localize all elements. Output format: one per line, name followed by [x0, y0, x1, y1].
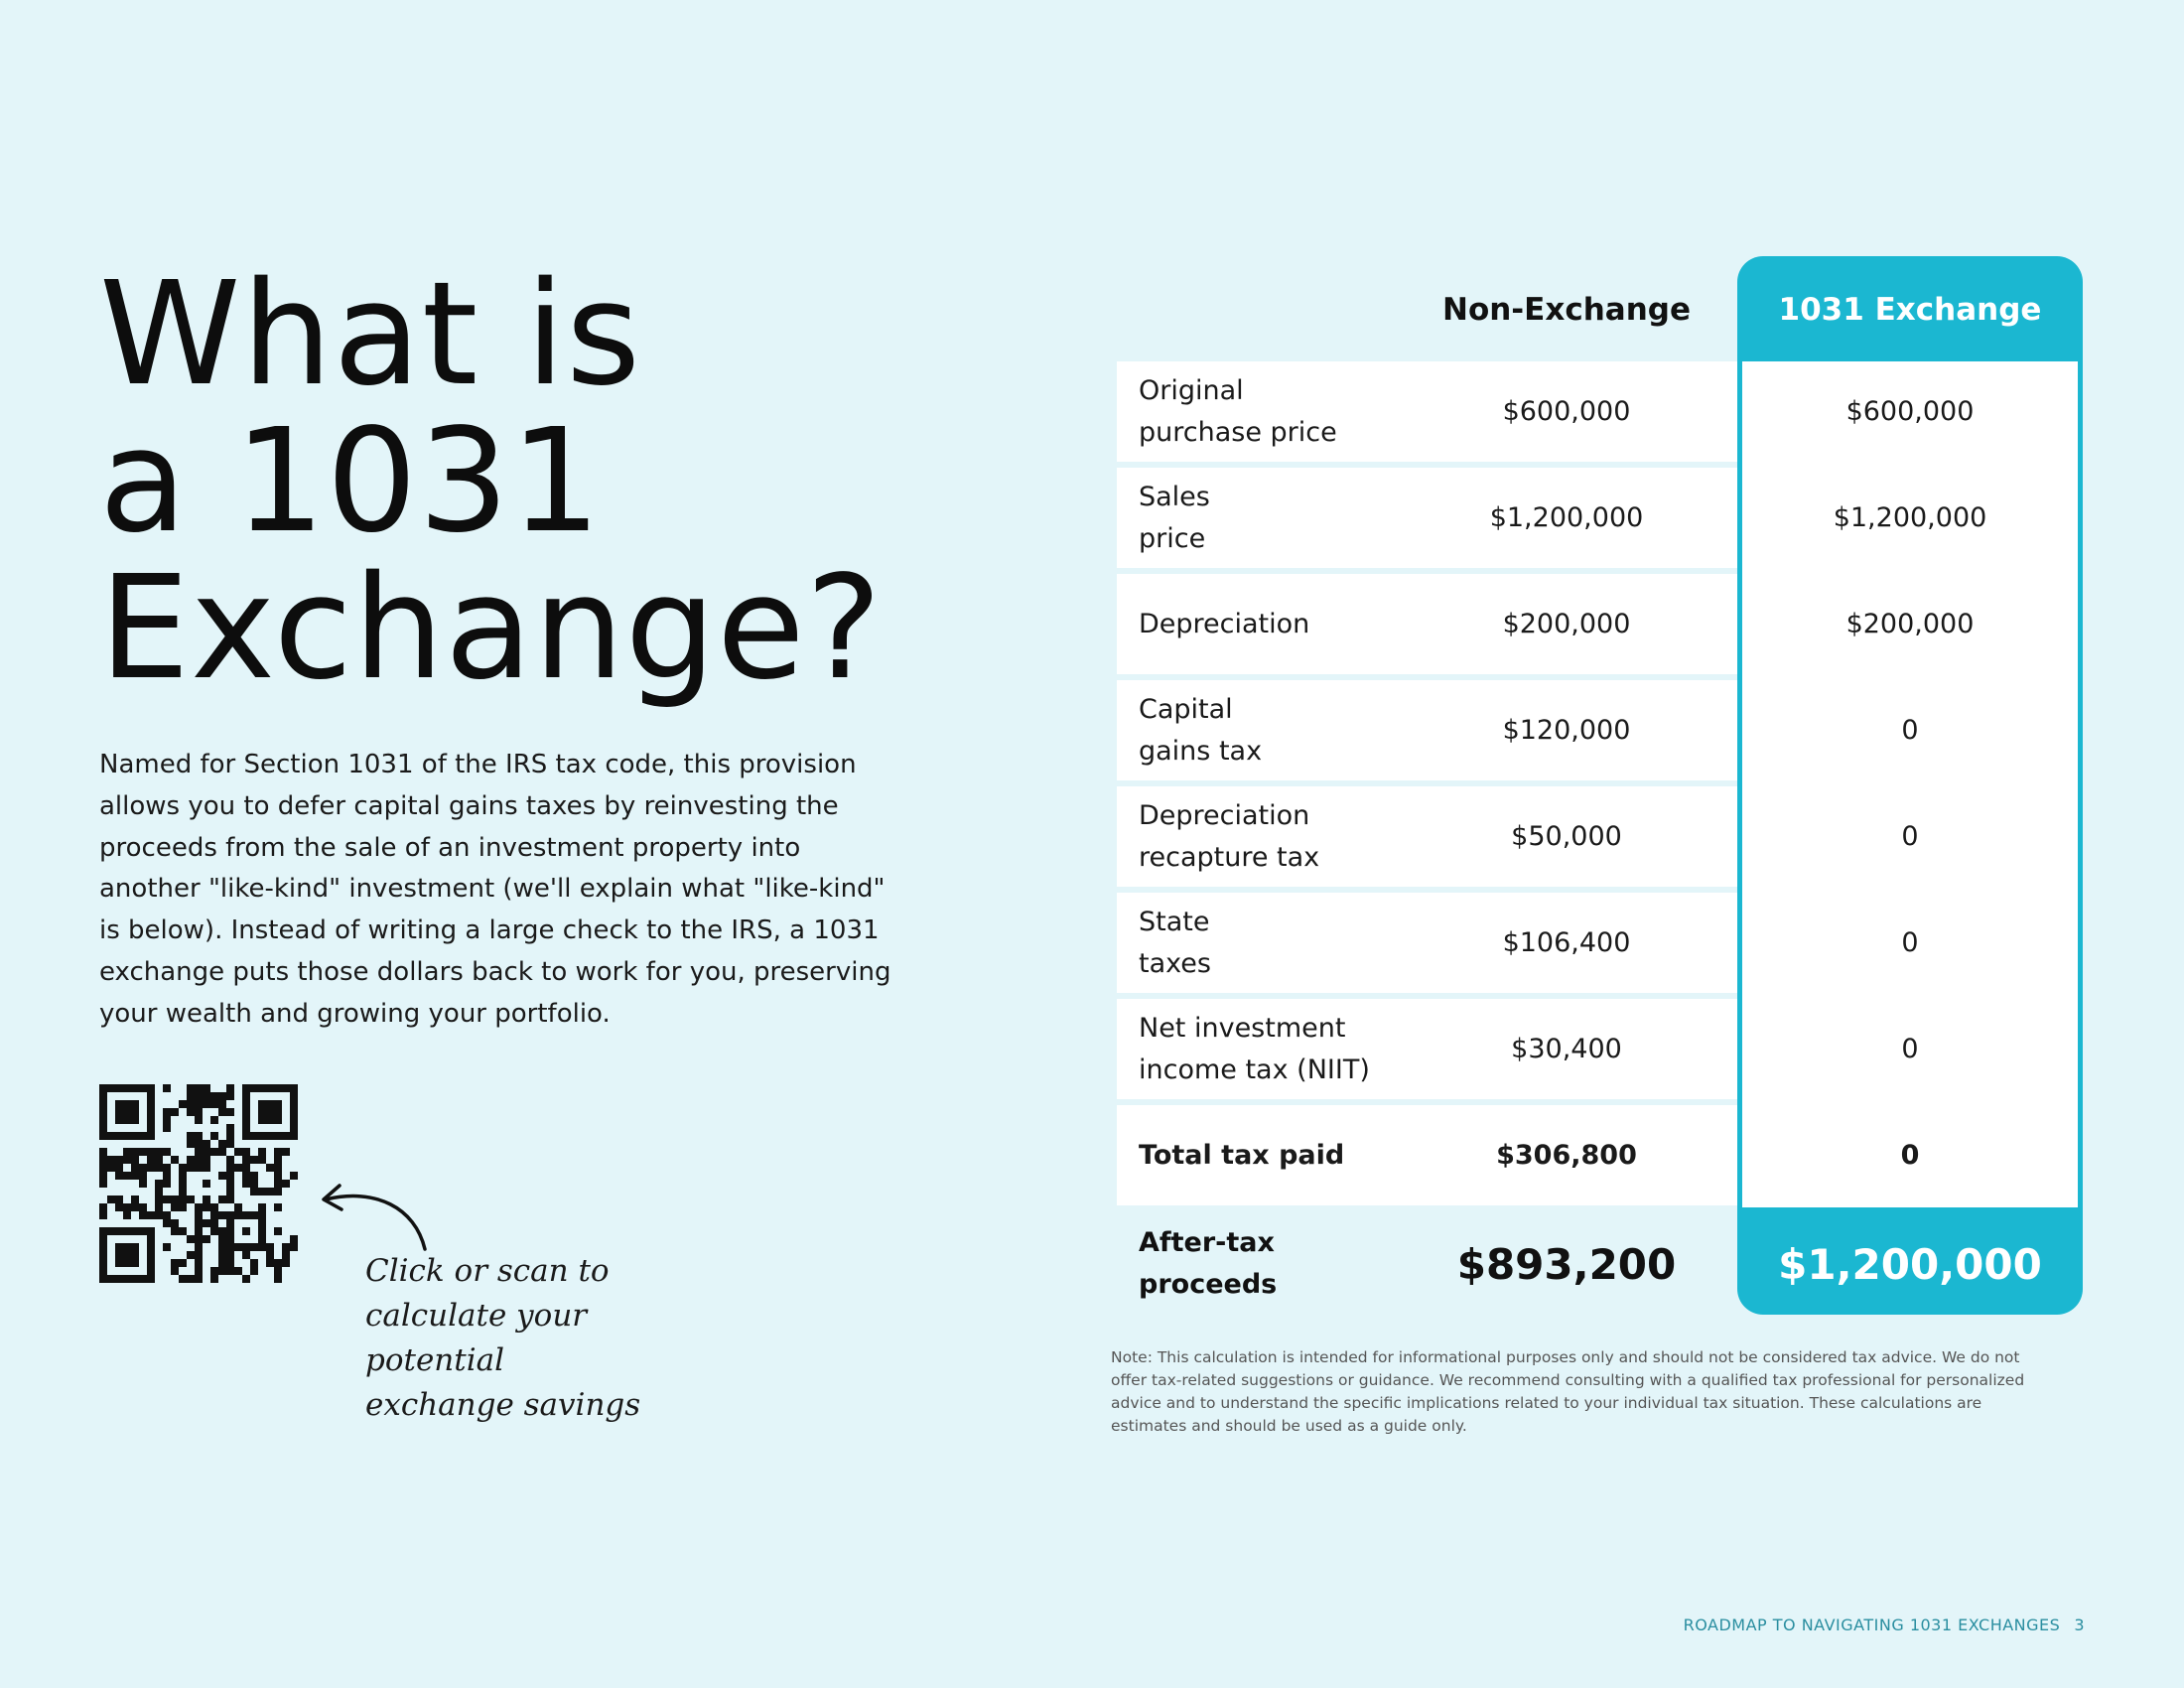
table-row	[1117, 361, 2083, 462]
disclaimer-note: Note: This calculation is intended for informational purposes only and should not be considered tax advice. We do not offer tax-related suggestions or guidance. We recommend consulting with a qualified tax professional for personalized advice and to understand the specific implications related to your individual tax situation. These calculations are estimates and should be used as a guide only.	[1111, 1348, 2025, 1435]
table-row	[1117, 999, 2083, 1099]
page-title	[99, 250, 913, 711]
non-exchange-value: $120,000	[1502, 715, 1631, 746]
exchange-proceeds: $1,200,000	[1778, 1239, 2042, 1289]
non-exchange-value: $1,200,000	[1489, 502, 1644, 533]
cta-line-2: calculate your potential	[365, 1298, 588, 1378]
non-exchange-total: $306,800	[1496, 1140, 1637, 1171]
row-label: Original purchase price	[1139, 374, 1337, 448]
exchange-value: $600,000	[1845, 396, 1975, 427]
exchange-total: 0	[1900, 1140, 1920, 1171]
row-label: Depreciation	[1139, 608, 1310, 639]
cta-line-3: exchange savings	[365, 1387, 641, 1423]
non-exchange-value: $50,000	[1511, 821, 1622, 852]
table-row	[1117, 786, 2083, 887]
table-row	[1117, 893, 2083, 993]
row-label: Sales price	[1139, 481, 1210, 554]
exchange-value: 0	[1901, 927, 1919, 958]
exchange-value: $200,000	[1845, 609, 1975, 639]
non-exchange-value: $600,000	[1502, 396, 1631, 427]
intro-paragraph: Named for Section 1031 of the IRS tax code, this provision allows you to defer capital gains taxes by reinvesting the proceeds from the sale of an investment property into another "like-kind" investment (we'll explain what "like-kind" is below). Instead of writing a large check to the IRS, a 1031 exchange puts those dollars back to work for you, preserving your wealth and growing your portfolio.	[99, 750, 891, 1029]
table-row	[1117, 680, 2083, 780]
column-header-1031-exchange: 1031 Exchange	[1778, 292, 2042, 328]
qr-code-icon[interactable]	[99, 1084, 298, 1283]
non-exchange-value: $200,000	[1502, 609, 1631, 639]
after-tax-proceeds-row	[1117, 1213, 2083, 1315]
title-line-2: a 1031	[99, 397, 603, 564]
row-label: Net investment income tax (NIIT)	[1139, 1012, 1370, 1085]
row-label: Total tax paid	[1139, 1139, 1345, 1171]
row-label: State taxes	[1139, 906, 1211, 979]
table-row	[1117, 574, 2083, 674]
exchange-value: 0	[1901, 715, 1919, 746]
non-exchange-proceeds: $893,200	[1456, 1239, 1677, 1289]
row-label: Depreciation recapture tax	[1139, 799, 1320, 873]
table-row	[1117, 468, 2083, 568]
page-footer	[1684, 1616, 2085, 1634]
footer-title: ROADMAP TO NAVIGATING 1031 EXCHANGES	[1683, 1616, 2061, 1634]
row-label: Capital gains tax	[1139, 693, 1263, 767]
non-exchange-value: $106,400	[1502, 927, 1631, 958]
title-line-3: Exchange?	[99, 544, 884, 711]
row-label: After-tax proceeds	[1139, 1227, 1278, 1300]
cta-line-1: Click or scan to	[365, 1253, 610, 1289]
exchange-value: 0	[1901, 821, 1919, 852]
column-header-non-exchange: Non-Exchange	[1442, 292, 1691, 328]
exchange-value: 0	[1901, 1034, 1919, 1064]
non-exchange-value: $30,400	[1511, 1034, 1622, 1064]
table-row-total	[1117, 1105, 2083, 1205]
exchange-value: $1,200,000	[1833, 502, 1987, 533]
page-number: 3	[2074, 1616, 2085, 1634]
qr-call-to-action	[365, 1249, 723, 1428]
title-line-1: What is	[99, 250, 642, 417]
